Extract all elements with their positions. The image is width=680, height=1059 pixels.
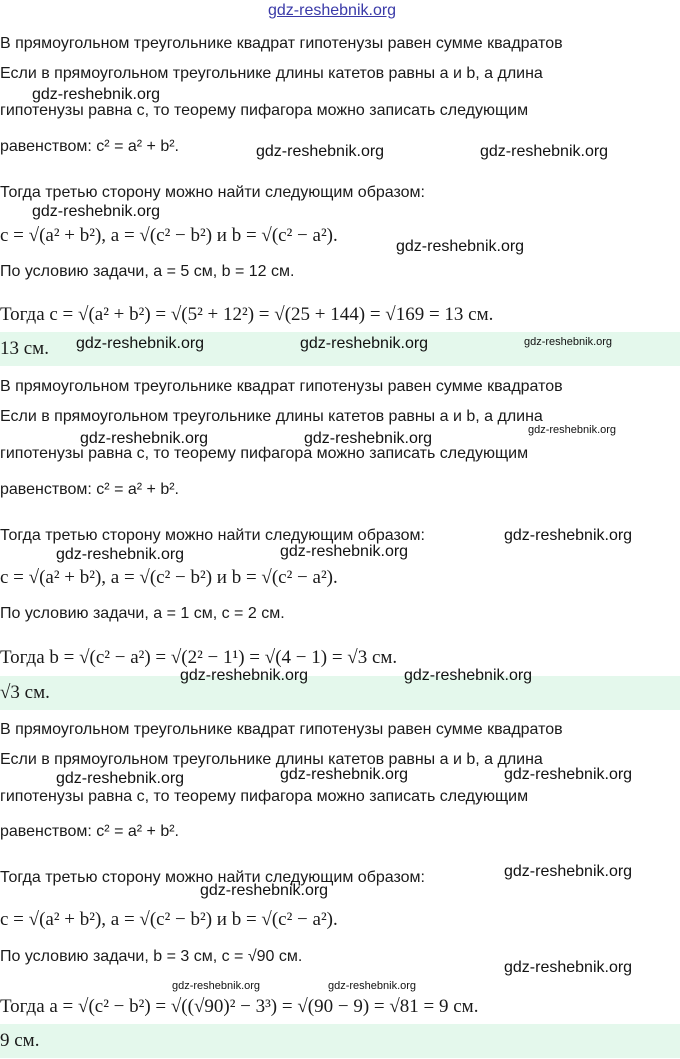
calculation-line: Тогда c = √(a² + b²) = √(5² + 12²) = √(25 + 144) = √169 = 13 см. [0, 304, 494, 325]
calculation-line: Тогда a = √(c² − b²) = √((√90)² − 3³) = √(90 − 9) = √81 = 9 см. [0, 996, 479, 1017]
watermark: gdz-reshebnik.org [524, 336, 613, 348]
watermark: gdz-reshebnik.org [200, 882, 329, 899]
condition-text: По условию задачи, a = 1 см, c = 2 см. [0, 605, 285, 622]
pythagoras-equation: равенством: c² = a² + b². [0, 481, 179, 498]
legs-text: Если в прямоугольном треугольнике длины катетов равны a и b, а длина [0, 65, 543, 82]
answer-text: 13 см. [0, 338, 49, 359]
condition-text: По условию задачи, a = 5 см, b = 12 см. [0, 263, 295, 280]
watermark: gdz-reshebnik.org [32, 203, 161, 220]
hypotenuse-text: гипотенузы равна c, то теорему пифагора можно записать следующим [0, 788, 529, 805]
formulas-line: c = √(a² + b²), a = √(c² − b²) и b = √(c² − a²). [0, 225, 338, 246]
watermark: gdz-reshebnik.org [76, 335, 205, 352]
calculation-line: Тогда b = √(c² − a²) = √(2² − 1¹) = √(4 − 1) = √3 см. [0, 647, 398, 668]
theorem-text: В прямоугольном треугольнике квадрат гипотенузы равен сумме квадратов [0, 721, 563, 738]
watermark: gdz-reshebnik.org [280, 543, 409, 560]
intro-text: Тогда третью сторону можно найти следующим образом: [0, 527, 425, 544]
watermark-link[interactable]: gdz-reshebnik.org [268, 2, 397, 19]
hypotenuse-text: гипотенузы равна c, то теорему пифагора можно записать следующим [0, 445, 529, 462]
watermark: gdz-reshebnik.org [56, 546, 185, 563]
watermark: gdz-reshebnik.org [504, 766, 633, 783]
watermark: gdz-reshebnik.org [256, 143, 385, 160]
watermark: gdz-reshebnik.org [504, 959, 633, 976]
watermark: gdz-reshebnik.org [280, 766, 409, 783]
intro-text: Тогда третью сторону можно найти следующим образом: [0, 184, 425, 201]
watermark: gdz-reshebnik.org [396, 238, 525, 255]
answer-box [0, 676, 680, 710]
hypotenuse-text: гипотенузы равна c, то теорему пифагора можно записать следующим [0, 102, 529, 119]
pythagoras-equation: равенством: c² = a² + b². [0, 138, 179, 155]
watermark: gdz-reshebnik.org [180, 667, 309, 684]
intro-text: Тогда третью сторону можно найти следующим образом: [0, 869, 425, 886]
answer-box [0, 1024, 680, 1058]
watermark: gdz-reshebnik.org [56, 770, 185, 787]
watermark: gdz-reshebnik.org [32, 86, 161, 103]
answer-text: √3 см. [0, 682, 50, 703]
watermark: gdz-reshebnik.org [404, 667, 533, 684]
watermark: gdz-reshebnik.org [80, 430, 209, 447]
watermark: gdz-reshebnik.org [504, 863, 633, 880]
watermark: gdz-reshebnik.org [300, 335, 429, 352]
pythagoras-equation: равенством: c² = a² + b². [0, 823, 179, 840]
legs-text: Если в прямоугольном треугольнике длины катетов равны a и b, а длина [0, 408, 543, 425]
watermark: gdz-reshebnik.org [328, 980, 417, 992]
watermark: gdz-reshebnik.org [504, 527, 633, 544]
formulas-line: c = √(a² + b²), a = √(c² − b²) и b = √(c² − a²). [0, 909, 338, 930]
theorem-text: В прямоугольном треугольнике квадрат гипотенузы равен сумме квадратов [0, 35, 563, 52]
watermark: gdz-reshebnik.org [172, 980, 261, 992]
watermark: gdz-reshebnik.org [304, 430, 433, 447]
theorem-text: В прямоугольном треугольнике квадрат гипотенузы равен сумме квадратов [0, 378, 563, 395]
legs-text: Если в прямоугольном треугольнике длины катетов равны a и b, а длина [0, 751, 543, 768]
condition-text: По условию задачи, b = 3 см, c = √90 см. [0, 948, 303, 965]
formulas-line: c = √(a² + b²), a = √(c² − b²) и b = √(c² − a²). [0, 567, 338, 588]
watermark: gdz-reshebnik.org [528, 424, 617, 436]
answer-text: 9 см. [0, 1030, 40, 1051]
watermark: gdz-reshebnik.org [480, 143, 609, 160]
